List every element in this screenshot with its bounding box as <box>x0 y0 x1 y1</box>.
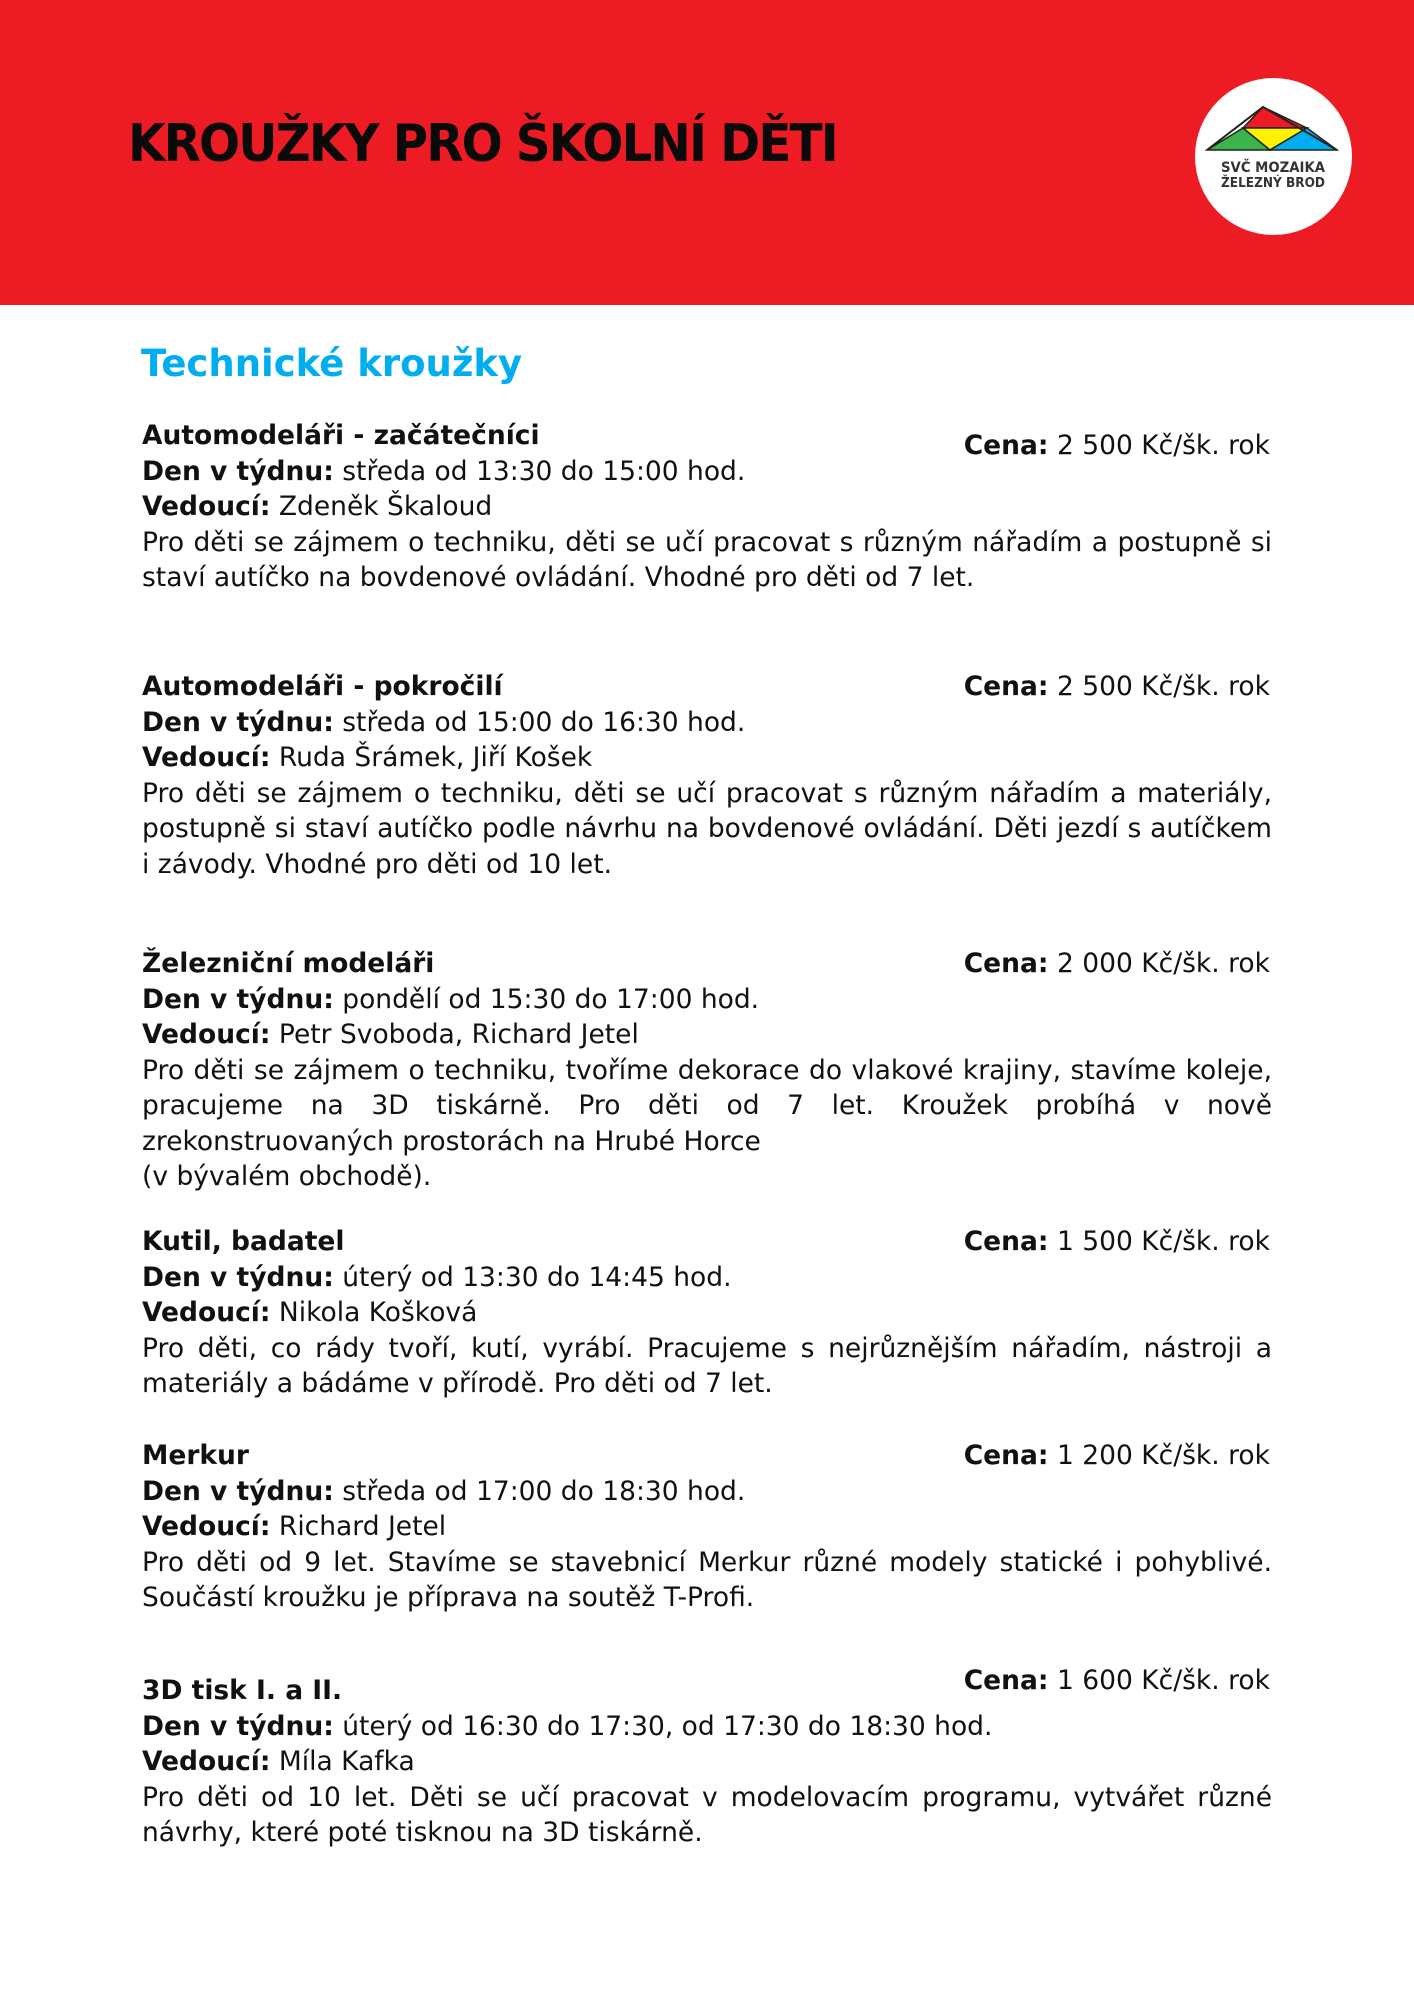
day-label: Den v týdnu: <box>142 706 334 738</box>
club-description: Pro děti se zájmem o techniku, děti se učí pracovat s různým nářadím a postupně si staví autíčko na bovdenové ovládání. Vhodné pro děti od 7 let. <box>142 526 1272 593</box>
day-value: pondělí od 15:30 do 17:00 hod. <box>342 983 760 1015</box>
price-label: Cena: <box>963 671 1049 702</box>
club-price <box>964 946 1270 982</box>
club-description: Pro děti od 10 let. Děti se učí pracovat v modelovacím programu, vytvářet různé návrhy, které poté tisknou na 3D tiskárně. <box>142 1781 1272 1848</box>
logo-graphic <box>1195 78 1352 235</box>
logo-text-line1: SVČ MOZAIKA <box>1221 160 1331 176</box>
section-heading: Technické kroužky <box>141 342 523 385</box>
club-day-row <box>142 982 1272 1018</box>
price-label: Cena: <box>963 430 1049 461</box>
price-label: Cena: <box>963 1226 1049 1257</box>
club-title-row <box>142 418 1272 461</box>
club-description: Pro děti se zájmem o techniku, děti se učí pracovat s různým nářadím a materiály, postupně si staví autíčko podle návrhu na bovdenové ovládání. Děti jezdí s autíčkem i závody. Vhodné pro děti od 10 let. <box>142 777 1272 880</box>
club-day-row <box>142 454 1272 490</box>
leader-label: Vedoucí: <box>142 742 271 773</box>
club-entry <box>142 1438 1272 1616</box>
club-title-row <box>142 946 1272 982</box>
club-leader-row <box>142 1017 1272 1053</box>
leader-value: Petr Svoboda, Richard Jetel <box>278 1019 639 1050</box>
club-leader-row <box>142 1744 1272 1780</box>
day-value: středa od 13:30 do 15:00 hod. <box>342 455 746 487</box>
club-description: Pro děti od 9 let. Stavíme se stavebnicí Merkur různé modely statické i pohyblivé. Součástí kroužku je příprava na soutěž T-Profi. <box>142 1546 1272 1613</box>
price-value: 1 500 Kč/šk. rok <box>1056 1226 1270 1257</box>
day-label: Den v týdnu: <box>142 1710 334 1742</box>
day-value: úterý od 16:30 do 17:30, od 17:30 do 18:30 hod. <box>342 1710 993 1742</box>
club-entry <box>142 669 1272 882</box>
club-entry <box>142 418 1272 596</box>
leader-value: Míla Kafka <box>278 1746 415 1777</box>
club-day-row <box>142 1260 1272 1296</box>
price-label: Cena: <box>963 1440 1049 1471</box>
club-title-row <box>142 1665 1272 1709</box>
price-value: 2 000 Kč/šk. rok <box>1056 948 1270 979</box>
club-entry <box>142 1665 1272 1851</box>
day-label: Den v týdnu: <box>142 1261 334 1293</box>
club-description: Pro děti se zájmem o techniku, tvoříme dekorace do vlakové krajiny, stavíme koleje, pracujeme na 3D tiskárně. Pro děti od 7 let. Kroužek probíhá v nově zrekonstruovaných prostorách na Hrubé Horce <box>142 1054 1272 1157</box>
day-label: Den v týdnu: <box>142 455 334 487</box>
leader-label: Vedoucí: <box>142 1746 271 1777</box>
club-title: 3D tisk I. a II. <box>142 1675 343 1706</box>
price-value: 2 500 Kč/šk. rok <box>1056 430 1270 461</box>
price-label: Cena: <box>963 1665 1049 1696</box>
price-label: Cena: <box>963 948 1049 979</box>
club-leader-row <box>142 489 1272 525</box>
club-entry <box>142 946 1272 1195</box>
club-title: Železniční modeláři <box>142 948 435 979</box>
price-value: 1 600 Kč/šk. rok <box>1056 1665 1270 1696</box>
leader-label: Vedoucí: <box>142 1297 271 1328</box>
price-value: 2 500 Kč/šk. rok <box>1056 671 1270 702</box>
club-entry <box>142 1224 1272 1402</box>
leader-value: Ruda Šrámek, Jiří Košek <box>278 742 593 773</box>
leader-value: Zdeněk Škaloud <box>278 491 493 522</box>
club-title-row <box>142 1438 1272 1474</box>
leader-value: Richard Jetel <box>278 1511 447 1542</box>
club-title: Automodeláři - pokročilí <box>142 671 503 702</box>
day-value: středa od 17:00 do 18:30 hod. <box>342 1475 746 1507</box>
club-title: Merkur <box>142 1440 249 1471</box>
club-leader-row <box>142 1295 1272 1331</box>
leader-label: Vedoucí: <box>142 1511 271 1542</box>
svc-mozaika-logo <box>1195 78 1352 235</box>
leader-value: Nikola Košková <box>278 1297 478 1328</box>
header-banner <box>0 0 1414 305</box>
club-title: Automodeláři - začátečníci <box>142 420 540 451</box>
page-title: KROUŽKY PRO ŠKOLNÍ DĚTI <box>128 114 837 174</box>
club-leader-row <box>142 1509 1272 1545</box>
day-label: Den v týdnu: <box>142 1475 334 1507</box>
club-day-row <box>142 1709 1272 1745</box>
club-price <box>964 1663 1270 1699</box>
club-day-row <box>142 705 1272 741</box>
club-price <box>964 669 1270 705</box>
day-value: úterý od 13:30 do 14:45 hod. <box>342 1261 732 1293</box>
club-title-row <box>142 669 1272 705</box>
logo-triangle-top <box>1243 107 1307 128</box>
leader-label: Vedoucí: <box>142 491 271 522</box>
club-description-extra: (v bývalém obchodě). <box>142 1161 432 1192</box>
price-value: 1 200 Kč/šk. rok <box>1056 1440 1270 1471</box>
logo-text-line2: ŽELEZNÝ BROD <box>1221 176 1333 191</box>
day-value: středa od 15:00 do 16:30 hod. <box>342 706 746 738</box>
club-title: Kutil, badatel <box>142 1226 345 1257</box>
club-day-row <box>142 1474 1272 1510</box>
club-title-row <box>142 1224 1272 1260</box>
day-label: Den v týdnu: <box>142 983 334 1015</box>
club-price <box>964 1438 1270 1474</box>
club-leader-row <box>142 740 1272 776</box>
club-price <box>964 1224 1270 1260</box>
club-description: Pro děti, co rády tvoří, kutí, vyrábí. Pracujeme s nejrůznějším nářadím, nástroji a materiály a bádáme v přírodě. Pro děti od 7 let. <box>142 1332 1272 1399</box>
leader-label: Vedoucí: <box>142 1019 271 1050</box>
